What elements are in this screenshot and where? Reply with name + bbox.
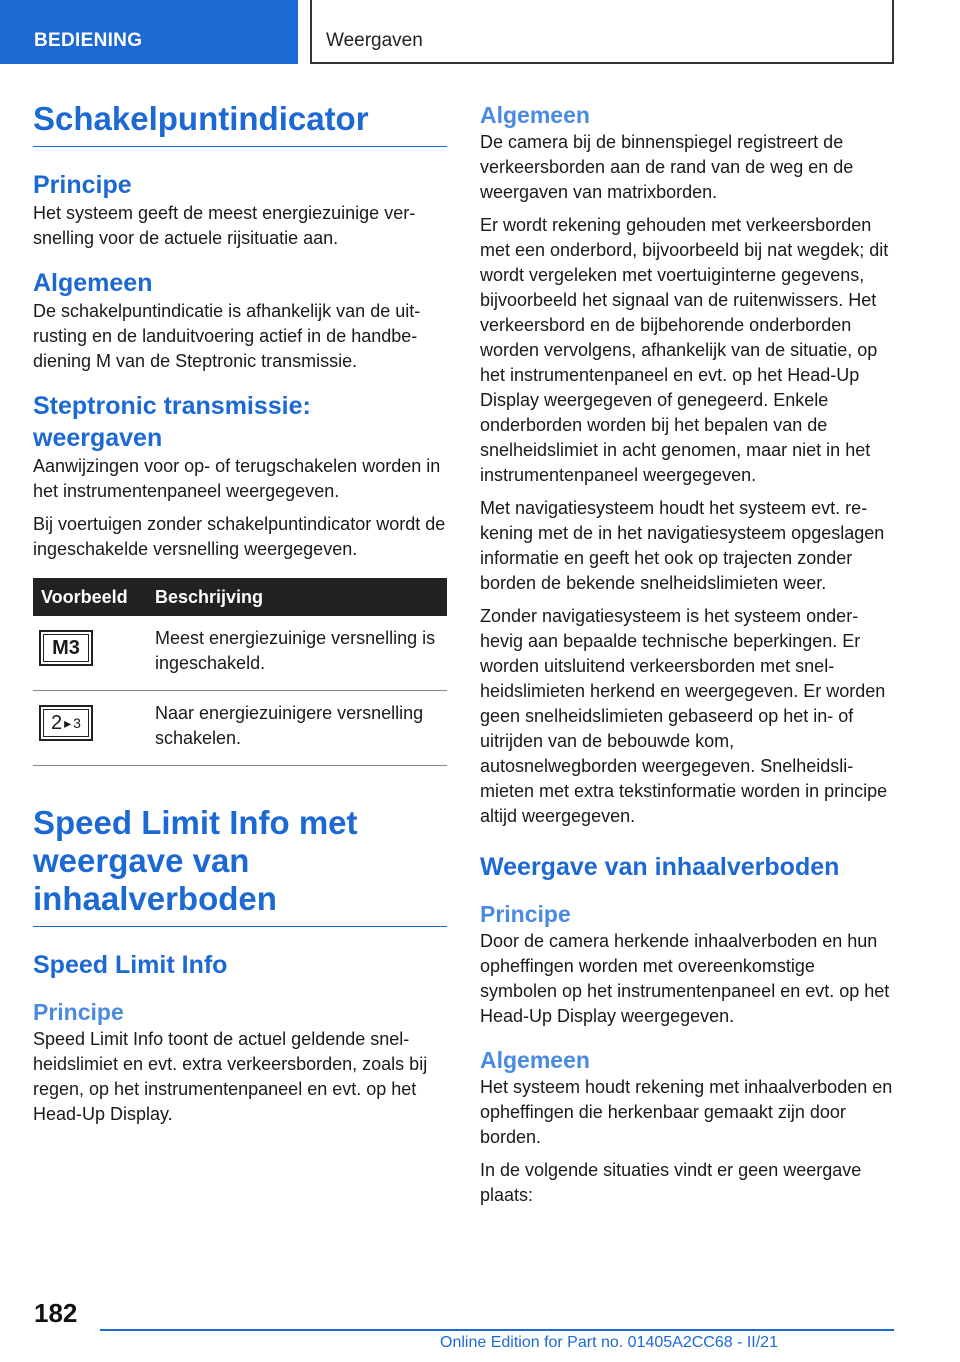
table-row <box>33 616 447 691</box>
section-label: BEDIENING <box>34 30 143 51</box>
paragraph-algemeen-3: Met navigatiesysteem houdt het systeem evt. rekening met de in het navigatiesysteem opgeslagen informatie en geeft het ook op trajecten zonder borden de bekende snelheidslimieten weer. <box>480 498 885 593</box>
section-title-speed-limit-info: Speed Limit Info met weergave van inhaalverboden <box>33 804 447 927</box>
heading-inhaalverboden: Weergave van inhaalverboden <box>480 853 840 881</box>
paragraph-steptronic-2: Bij voertuigen zonder schakelpuntindicator wordt de ingeschakelde versnelling weergegeven. <box>33 514 446 559</box>
shift-up-icon: 2 ▸ 3 <box>39 705 93 741</box>
page-number: 182 <box>34 1298 78 1328</box>
left-column <box>33 100 447 1127</box>
paragraph-principe: Het systeem geeft de meest energiezuinige versnelling voor de actuele rijsituatie aan. <box>33 203 416 248</box>
paragraph-inhaal-algemeen-1: Het systeem houdt rekening met inhaalverboden en opheffingen die herkenbaar gemaakt zijn door borden. <box>480 1077 893 1147</box>
paragraph-inhaal-principe: Door de camera herkende inhaalverboden en hun opheffingen worden met overeenkomstige symbolen op het instrumentenpaneel en evt. op het Head-Up Display weergegeven. <box>480 931 890 1026</box>
heading-inhaal-algemeen: Algemeen <box>480 1047 590 1073</box>
paragraph-inhaal-algemeen-2: In de volgende situaties vindt er geen weergave plaats: <box>480 1160 862 1205</box>
heading-speed-limit-info: Speed Limit Info <box>33 951 228 979</box>
section-title-schakelpuntindicator: Schakelpuntindicator <box>33 100 447 147</box>
heading-steptronic: Steptronic transmissie: weergaven <box>33 392 311 452</box>
table-header-voorbeeld: Voorbeeld <box>33 578 147 616</box>
chapter-label: Weergaven <box>326 30 423 51</box>
right-column <box>480 100 895 1208</box>
footer-divider <box>100 1329 894 1331</box>
paragraph-algemeen-2: Er wordt rekening gehouden met verkeersborden met een onderbord, bijvoorbeeld bij nat wegdek; dit wordt vergeleken met voertuiginterne gegevens, bijvoorbeeld het signaal van de ruitenwissers. Het verkeersbord en de bijbehorende onderborden worden vervolgens, afhankelijk van de situatie, op het instrumentenpaneel en evt. op het Head-Up Display weergegeven of genegeerd. Enkele onderborden worden bij het bepalen van de snelheidslimiet in acht genomen, maar niet in het instrumentenpaneel weergegeven. <box>480 215 889 485</box>
paragraph-sli-principe: Speed Limit Info toont de actuel geldende snelheidslimiet en evt. extra verkeersborden, zoals bij regen, op het instrumentenpaneel en evt. op het Head-Up Display. <box>33 1029 428 1124</box>
table-cell-description: Naar energiezuinigere versnelling schakelen. <box>147 691 447 766</box>
paragraph-algemeen: De schakelpuntindicatie is afhankelijk van de uitrusting en de landuitvoering actief in de handbediening M van de Steptronic transmissie. <box>33 301 421 371</box>
paragraph-algemeen-1: De camera bij de binnenspiegel registreert de verkeersborden aan de rand van de weg en de weergaven van matrixborden. <box>480 132 854 202</box>
heading-algemeen-sli: Algemeen <box>480 102 590 128</box>
paragraph-algemeen-4: Zonder navigatiesysteem is het systeem onderhevig aan bepaalde technische beperkingen. Er worden uitsluitend verkeersborden met snelheidslimieten herkend en weergegeven. Er worden geen snelheidslimieten gebaseerd op het in- of uitrijden van de bebouwde kom, autosnelwegborden weergegeven. Snelheidslimieten met extra tekstinformatie worden in principe altijd weergegeven. <box>480 606 888 826</box>
chapter-tab <box>310 0 894 64</box>
table-header-beschrijving: Beschrijving <box>147 578 447 616</box>
paragraph-steptronic-1: Aanwijzingen voor op- of terugschakelen worden in het instrumentenpaneel weergegeven. <box>33 456 441 501</box>
heading-sli-principe: Principe <box>33 999 124 1025</box>
table-cell-description: Meest energiezuinige versnelling is ingeschakeld. <box>147 616 447 691</box>
heading-algemeen: Algemeen <box>33 269 153 297</box>
gear-m3-icon: M3 <box>39 630 93 666</box>
section-tab <box>0 0 298 64</box>
arrow-right-icon: ▸ <box>64 714 72 731</box>
heading-inhaal-principe: Principe <box>480 901 571 927</box>
heading-principe: Principe <box>33 171 132 199</box>
footer-edition: Online Edition for Part no. 01405A2CC68 - II/21 <box>440 1334 778 1351</box>
indicator-table <box>33 578 447 766</box>
table-row <box>33 691 447 766</box>
